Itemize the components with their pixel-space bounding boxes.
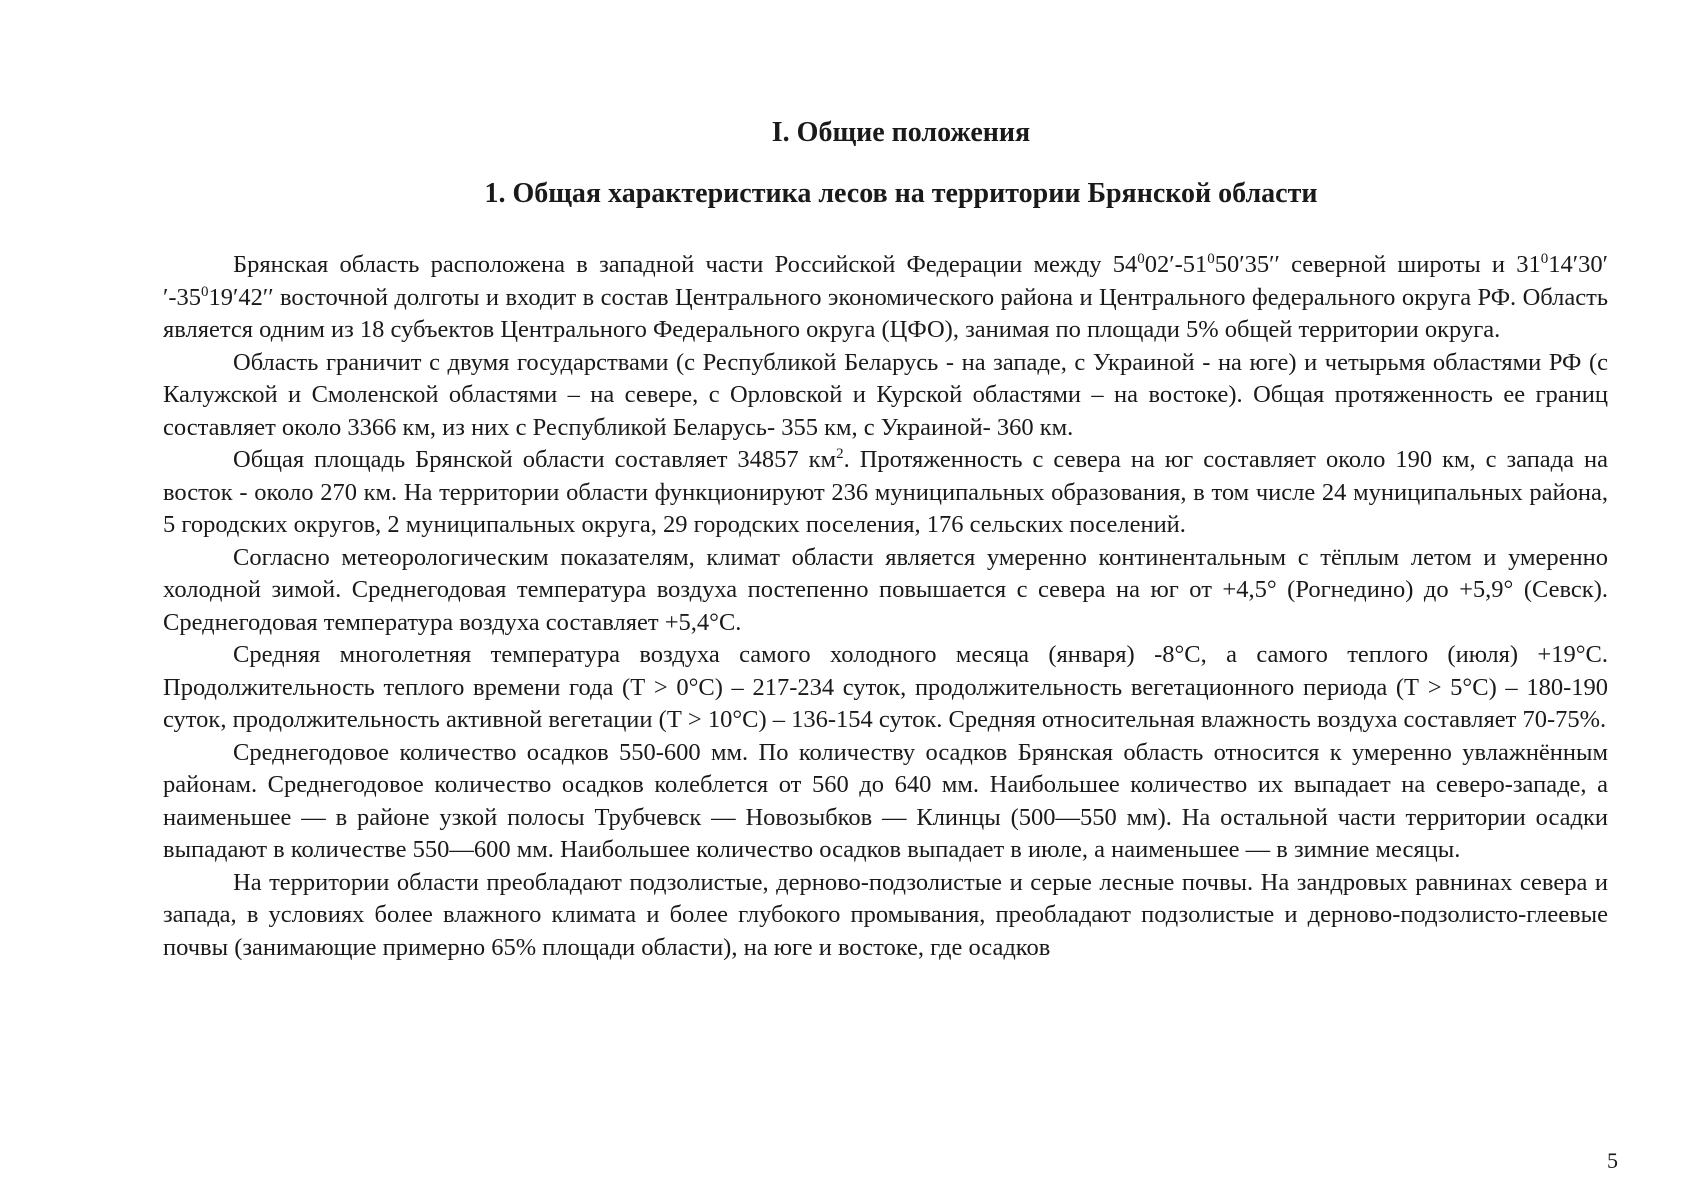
square-superscript: 2 <box>836 446 844 462</box>
paragraph-location-text-d: 14′30′′-35 <box>163 251 1608 311</box>
paragraph-precipitation: Среднегодовое количество осадков 550-600 мм. По количеству осадков Брянская область относится к умеренно увлажнённым районам. Среднегодовое количество осадков колеблется от 560 до 640 мм. Наибольшее количество их выпадает на северо-западе, а наименьшее — в районе узкой полосы Трубчевск — Новозыбков — Клинцы (500—550 мм). На остальной части территории осадки выпадают в количестве 550—600 мм. Наибольшее количество осадков выпадает в июле, а наименьшее — в зимние месяцы. <box>163 738 1608 863</box>
paragraph-area-text-b: . Протяженность с севера на юг составляет около 190 км, с запада на восток - около 270 км. На территории области функционируют 236 муниципальных образования, в том числе 24 муниципальных района, 5 городских округов, 2 муниципальных округа, 29 городских поселения, 176 сельских поселений. <box>163 446 1609 538</box>
section-heading: I. Общие положения <box>771 117 1031 148</box>
paragraph-location <box>163 249 1608 347</box>
degree-mark: 0 <box>1540 251 1549 267</box>
paragraph-area <box>163 444 1608 542</box>
paragraph-climate: Согласно метеорологическим показателям, климат области является умеренно континентальным с тёплым летом и умеренно холодной зимой. Среднегодовая температура воздуха постепенно повышается с севера на юг от +4,5° (Рогнедино) до +5,9° (Севск). Среднегодовая температура воздуха составляет +5,4°С. <box>163 543 1608 636</box>
paragraph-location-text-a: Брянская область расположена в западной части Российской Федерации между 54 <box>233 251 1138 278</box>
subsection-heading: 1. Общая характеристика лесов на территории Брянской области <box>484 178 1318 209</box>
paragraph-location-text-b: 02′-51 <box>1144 251 1208 278</box>
page-number: 5 <box>1607 1148 1618 1173</box>
degree-mark: 0 <box>1137 251 1145 267</box>
paragraph-location-text-c: 50′35′′ северной широты и 31 <box>1214 251 1541 278</box>
paragraph-location-text-e: 19′42′′ восточной долготы и входит в состав Центрального экономического района и Центрального федерального округа РФ. Область является одним из 18 субъектов Центрального Федерального округа (ЦФО), занимая по площади 5% общей территории округа. <box>163 283 1608 343</box>
degree-mark: 0 <box>201 283 209 300</box>
paragraph-temperature: Средняя многолетняя температура воздуха самого холодного месяца (января) -8°С, а самого теплого (июля) +19°С. Продолжительность теплого времени года (Т > 0°С) – 217-234 суток, продолжительность вегетационного периода (Т > 5°С) – 180-190 суток, продолжительность активной вегетации (Т > 10°С) – 136-154 суток. Средняя относительная влажность воздуха составляет 70-75%. <box>163 641 1608 733</box>
degree-mark: 0 <box>1207 251 1215 267</box>
paragraph-borders: Область граничит с двумя государствами (с Республикой Беларусь - на западе, с Украиной - на юге) и четырьмя областями РФ (с Калужской и Смоленской областями – на севере, с Орловской и Курской областями – на востоке). Общая протяженность ее границ составляет около 3366 км, из них с Республикой Беларусь- 355 км, с Украиной- 360 км. <box>163 348 1608 441</box>
paragraph-soils: На территории области преобладают подзолистые, дерново-подзолистые и серые лесные почвы. На зандровых равнинах севера и запада, в условиях более влажного климата и более глубокого промывания, преобладают подзолистые и дерново-подзолисто-глеевые почвы (занимающие примерно 65% площади области), на юге и востоке, где осадков <box>163 868 1608 961</box>
paragraph-area-text-a: Общая площадь Брянской области составляет 34857 км <box>233 446 837 473</box>
body-text <box>163 249 1608 964</box>
